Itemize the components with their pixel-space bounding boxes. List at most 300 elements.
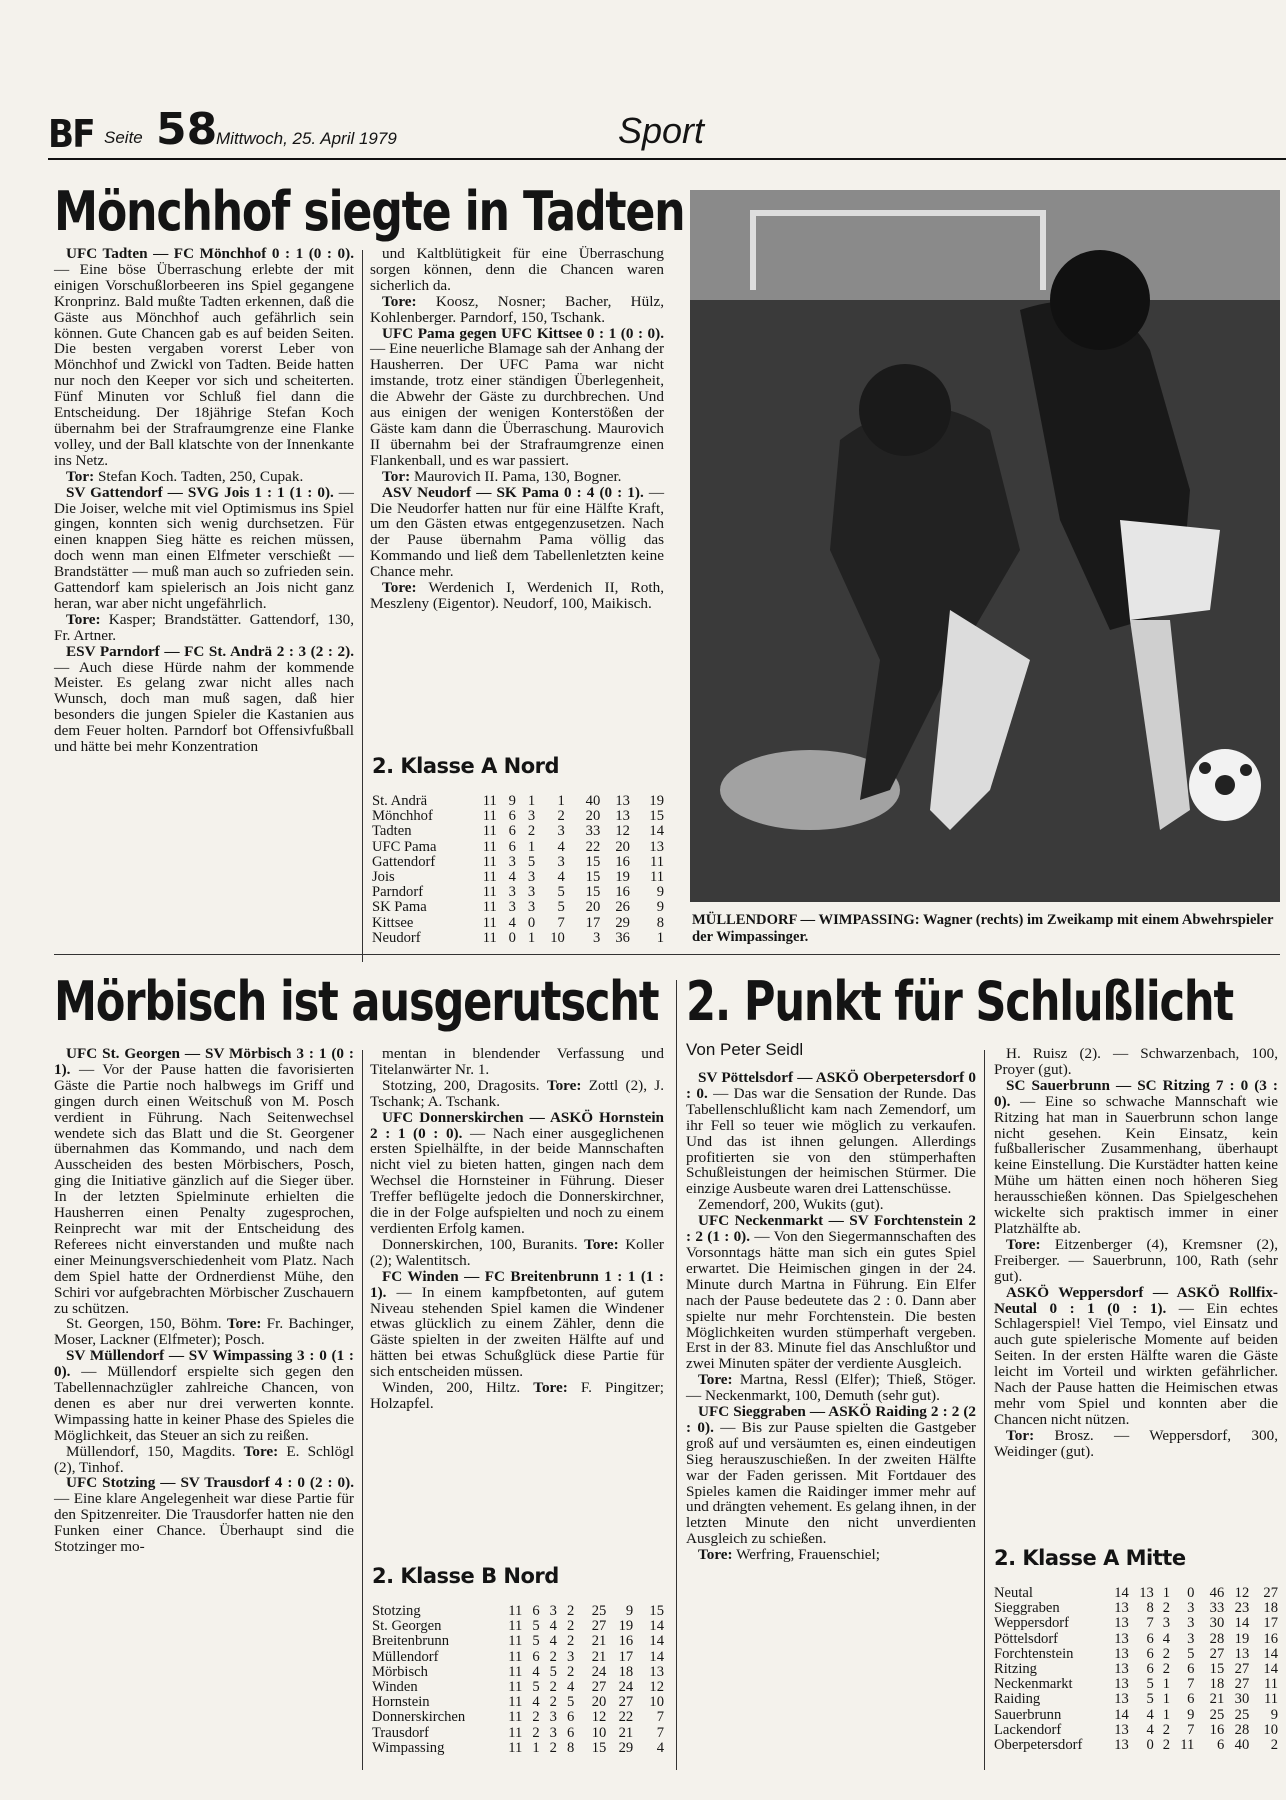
table-row [372,885,664,900]
standings-table-b-nord [372,1604,664,1756]
paragraph-lead: Tore: [66,610,101,628]
stat-cell: 2 [557,808,565,825]
paragraph [370,1110,664,1237]
stat-cell: 2 [1162,1600,1170,1617]
team-name: Pöttelsdorf [994,1630,1059,1647]
stat-cell: 6 [566,1724,575,1741]
stat-cell: 25 [591,1603,607,1619]
stat-cell: 3 [527,869,536,886]
stat-cell: 4 [508,869,516,886]
paragraph [994,1237,1278,1285]
stat-cell: 11 [482,899,497,916]
stat-cell: 4 [566,1679,575,1696]
team-name: Sieggraben [994,1600,1060,1617]
stat-cell: 2 [549,1694,557,1711]
stat-cell: 6 [532,1603,540,1619]
table-row [994,1692,1278,1707]
paragraph-text: E. Schlögl (2), Tinhof. [54,1442,354,1476]
paragraph-lead: Tor: [66,467,95,485]
stat-cell: 13 [1114,1691,1129,1708]
paragraph-lead: ESV Parndorf — FC St. Andrä 2 : 3 (2 : 2). [66,642,354,660]
stat-cell: 1 [1162,1585,1170,1601]
team-name: Forchtenstein [994,1645,1074,1662]
table-row [994,1632,1278,1647]
paragraph-lead: Tor: [382,467,411,485]
table-row [372,1680,664,1695]
stat-cell: 33 [1209,1600,1225,1617]
stat-cell: 19 [649,793,664,809]
paragraph-lead: UFC Neckenmarkt — SV Forchtenstein 2 : 2 (1 : 0). [686,1212,976,1246]
paragraph [370,485,664,580]
paragraph-text: — Eine so schwache Mannschaft wie Ritzing hat man in Sauerbrunn schon lange nicht gesehen. Kein Einsatz, kein fußballerischer Zusammenhang, überhaupt keine Einstellung. Die Kurstädter hatten keine Mühe um hätten einen noch höheren Sieg herausschießen können. Das Spielgeschehen wickelte sich praktisch immer in einer Platzhälfte ab. [994,1092,1278,1237]
paragraph-text: Fr. Bachinger, Moser, Lackner (Elfmeter); Posch. [54,1315,355,1349]
paragraph-lead: SV Müllendorf — SV Wimpassing 3 : 0 (1 : 0). [54,1347,354,1381]
paragraph [370,1046,664,1078]
paragraph-text: — Eine neuerliche Blamage sah der Anhang der Hausherren. Der UFC Pama war nicht imstande, trotz einer ständigen Überlegenheit, die Abwehr der Gäste zu durchbrechen. Und aus einigen der wenigen Konterstößen der Gäste kam dann die Überraschung. Maurovich II übernahm bei der Strafraumgrenze einen Flankenball, und es war passiert. [370,340,664,469]
stat-cell: 29 [618,1739,634,1756]
stat-cell: 4 [532,1694,540,1711]
stat-cell: 11 [508,1618,523,1635]
stat-cell: 27 [591,1679,607,1696]
paragraph-lead: Tore: [584,1235,619,1253]
table-row [994,1647,1278,1662]
paragraph-text: Martna, Ressl (Elfer); Thieß, Stöger. — Neckenmarkt, 100, Demuth (sehr gut). [686,1371,976,1405]
stat-cell: 11 [508,1679,523,1696]
stat-cell: 30 [1234,1691,1250,1708]
stat-cell: 0 [1146,1737,1154,1754]
stat-cell: 14 [649,823,664,840]
stat-cell: 9 [1270,1706,1278,1723]
stat-cell: 4 [1146,1706,1154,1723]
stat-cell: 9 [656,884,664,901]
table-row [994,1738,1278,1753]
table-row [372,1710,664,1725]
stat-cell: 5 [532,1679,540,1696]
team-name: Parndorf [372,884,424,901]
stat-cell: 4 [549,1633,557,1650]
team-name: Oberpetersdorf [994,1737,1083,1754]
team-name: Sauerbrunn [994,1706,1062,1723]
stat-cell: 2 [566,1618,575,1635]
stat-cell: 19 [618,1618,634,1635]
stat-cell: 5 [1146,1691,1154,1708]
stat-cell: 15 [585,884,601,901]
stat-cell: 3 [1187,1630,1195,1647]
paragraph [54,1348,354,1443]
paragraph-text: H. Ruisz (2). — Schwarzenbach, 100, Proyer (gut). [994,1045,1278,1078]
table-row [994,1708,1278,1723]
stat-cell: 15 [591,1739,607,1756]
paragraph-text: Werdenich I, Werdenich II, Roth, Meszleny (Eigentor). Neudorf, 100, Maikisch. [370,579,664,612]
stat-cell: 2 [549,1739,557,1756]
paragraph-text: Stefan Koch. Tadten, 250, Cupak. [94,467,304,485]
table-row [372,916,664,931]
stat-cell: 7 [656,1724,664,1741]
stat-cell: 9 [1187,1706,1195,1723]
stat-cell: 12 [1234,1585,1250,1601]
table-row [994,1677,1278,1692]
stat-cell: 40 [1234,1737,1250,1754]
stat-cell: 12 [649,1679,664,1696]
stat-cell: 16 [615,853,630,870]
table-row [372,794,664,809]
team-name: Mönchhof [372,808,433,825]
paragraph-text: — Ein echtes Schlagerspiel! Viel Tempo, viel Einsatz und auch gute spielerische Momente auf beiden Seiten. In der ersten Hälfte waren die Gäste leicht im Vorteil und wirkten gefährlicher. Nach der Pause hatten die Heimischen etwas mehr vom Spiel und konnten aber die Chancen nicht nützen. [994,1299,1278,1428]
paragraph [686,1213,976,1372]
paragraph-lead: Tore: [546,1076,582,1094]
article1-column2 [370,246,664,612]
stat-cell: 13 [1114,1645,1129,1662]
stat-cell: 2 [549,1648,557,1665]
team-name: Gattendorf [372,853,436,870]
paragraph [686,1404,976,1547]
stat-cell: 21 [591,1633,607,1650]
stat-cell: 14 [1263,1645,1278,1662]
stat-cell: 14 [649,1648,664,1665]
table-row [372,1634,664,1649]
paragraph-lead: Tor: [1006,1426,1035,1444]
table-row [372,1619,664,1634]
paragraph-text: Maurovich II. Pama, 130, Bogner. [410,467,622,485]
stat-cell: 4 [656,1739,664,1756]
stat-cell: 13 [1139,1585,1154,1601]
stat-cell: 1 [557,793,565,809]
stat-cell: 6 [508,823,516,840]
stat-cell: 4 [508,914,516,931]
stat-cell: 1 [532,1739,540,1756]
table-title-b-nord: 2. Klasse B Nord [372,1564,559,1588]
stat-cell: 3 [592,929,601,946]
paragraph [994,1428,1278,1460]
stat-cell: 11 [1263,1676,1278,1693]
stat-cell: 11 [649,869,664,886]
stat-cell: 5 [566,1694,575,1711]
paragraph-lead: SV Pöttelsdorf — ASKÖ Oberpetersdorf 0 : 0. [686,1069,976,1102]
stat-cell: 23 [1234,1600,1250,1617]
paragraph-lead: Tore: [382,292,417,310]
stat-cell: 13 [649,838,664,855]
stat-cell: 13 [1114,1737,1129,1754]
stat-cell: 3 [1187,1615,1195,1632]
paragraph-text: Koosz, Nosner; Bacher, Hülz, Kohlenberger. Parndorf, 150, Tschank. [370,292,664,326]
paragraph-lead: ASV Neudorf — SK Pama 0 : 4 (0 : 1). [382,483,644,501]
stat-cell: 15 [649,808,664,825]
stat-cell: 11 [508,1724,523,1741]
table-row [994,1662,1278,1677]
paragraph [686,1372,976,1404]
paragraph-text: Zemendorf, 200, Wukits (gut). [698,1196,884,1214]
stat-cell: 11 [482,929,497,946]
paragraph-text: — In einem kampfbetonten, auf gutem Niveau stehenden Spiel kamen die Windener etwas glücklich zu einem Zähler, denn die Gäste spielten in der zweiten Hälfte auf und hätten bei etwas Schußglück diese Partie für sich entscheiden müssen. [370,1283,664,1381]
paragraph-text: Donnerskirchen, 100, Buranits. [382,1235,585,1253]
paragraph-text: Werfring, Frauenschiel; [732,1546,880,1564]
stat-cell: 8 [566,1739,575,1756]
stat-cell: 13 [649,1663,664,1680]
stat-cell: 22 [618,1709,634,1726]
stat-cell: 7 [1187,1721,1195,1738]
stat-cell: 1 [527,929,536,946]
stat-cell: 14 [649,1618,664,1635]
stat-cell: 5 [557,899,565,916]
stat-cell: 27 [1234,1661,1250,1678]
stat-cell: 5 [1187,1645,1195,1662]
stat-cell: 2 [566,1633,575,1650]
stat-cell: 14 [1114,1706,1129,1723]
stat-cell: 11 [508,1648,523,1665]
stat-cell: 14 [1114,1585,1129,1601]
paragraph [370,469,664,485]
stat-cell: 1 [656,929,664,946]
table-row [372,1726,664,1741]
stat-cell: 11 [482,793,497,809]
paragraph-text: Winden, 200, Hiltz. [382,1379,534,1397]
stat-cell: 11 [508,1603,523,1619]
table-title-a-nord: 2. Klasse A Nord [372,754,560,778]
stat-cell: 12 [591,1709,607,1726]
stat-cell: 20 [615,838,630,855]
stat-cell: 17 [1263,1615,1278,1632]
stat-cell: 27 [1209,1645,1225,1662]
stat-cell: 27 [1234,1676,1250,1693]
stat-cell: 5 [557,884,565,901]
stat-cell: 12 [615,823,630,840]
stat-cell: 5 [527,853,536,870]
stat-cell: 8 [1146,1600,1154,1617]
stat-cell: 28 [1209,1630,1225,1647]
paragraph [54,1475,354,1555]
team-name: Wimpassing [372,1739,445,1756]
team-name: Hornstein [372,1694,430,1711]
paragraph-lead: Tore: [533,1379,568,1397]
team-name: Donnerskirchen [372,1709,466,1726]
stat-cell: 5 [532,1618,540,1635]
paragraph-lead: ASKÖ Weppersdorf — ASKÖ Rollfix-Neutal 0 : 1 (0 : 1). [994,1283,1278,1317]
team-name: Ritzing [994,1661,1037,1678]
team-name: St. Andrä [372,793,428,809]
stat-cell: 3 [549,1709,557,1726]
table-row [994,1616,1278,1631]
stat-cell: 14 [649,1633,664,1650]
stat-cell: 4 [557,838,565,855]
stat-cell: 2 [1162,1737,1170,1754]
stat-cell: 11 [508,1694,523,1711]
paragraph-lead: UFC St. Georgen — SV Mörbisch 3 : 1 (0 : 1). [54,1045,354,1078]
stat-cell: 2 [1162,1645,1170,1662]
stat-cell: 13 [1114,1600,1129,1617]
paragraph-text: — Bis zur Pause spielten die Gastgeber groß auf und versäumten es, einen eindeutigen Sieg herauszuschießen. In der zweiten Hälfte war der Faden gerissen. Mit Fortdauer des Spieles kamen die Raidinger immer mehr auf und drängten vehement. Es gelang ihnen, in der letzten Minute den nicht unverdienten Ausgleich zu schießen. [686,1418,976,1548]
paragraph [994,1078,1278,1237]
stat-cell: 7 [557,914,565,931]
paragraph-text: Stotzing, 200, Dragosits. [382,1076,547,1094]
stat-cell: 3 [557,853,565,870]
paragraph-text: und Kaltblütigkeit für eine Überraschung sorgen können, denn die Chancen waren sicherlich da. [370,245,664,294]
table-row [372,870,664,885]
paragraph-text: Brosz. — Weppersdorf, 300, Weidinger (gut). [994,1426,1278,1460]
paragraph-lead: SV Gattendorf — SVG Jois 1 : 1 (1 : 0). [66,483,334,501]
stat-cell: 20 [585,899,601,916]
table-row [372,855,664,870]
stat-cell: 1 [527,793,536,809]
stat-cell: 3 [557,823,565,840]
stat-cell: 4 [532,1663,540,1680]
paragraph [370,294,664,326]
stat-cell: 16 [618,1633,634,1650]
stat-cell: 10 [1263,1721,1278,1738]
paragraph-lead: UFC Sieggraben — ASKÖ Raiding 2 : 2 (2 : 0). [686,1403,976,1436]
stat-cell: 6 [532,1648,540,1665]
table-row [372,1650,664,1665]
stat-cell: 11 [482,823,497,840]
stat-cell: 0 [1187,1585,1195,1601]
stat-cell: 3 [549,1724,557,1741]
stat-cell: 9 [508,793,516,809]
stat-cell: 11 [508,1709,523,1726]
team-name: Breitenbrunn [372,1633,450,1650]
stat-cell: 19 [615,869,630,886]
team-name: St. Georgen [372,1618,442,1635]
stat-cell: 16 [1209,1721,1225,1738]
paragraph-text: — Eine klare Angelegenheit war diese Partie für den Spitzenreiter. Die Trausdorfer hatten nie den Funken einer Chance. Überhaupt sind die Stotzinger mo- [54,1490,354,1556]
caption-lead: MÜLLENDORF — WIMPASSING: [692,912,920,928]
stat-cell: 11 [482,838,497,855]
team-name: Lackendorf [994,1721,1062,1738]
stat-cell: 9 [656,899,664,916]
stat-cell: 9 [625,1603,634,1619]
stat-cell: 17 [585,914,601,931]
paragraph-text: — Nach einer ausgeglichenen ersten Spielhälfte, in der beide Mannschaften nicht viel zu bieten hatten, gingen nach dem Wechsel die Hornsteiner in Führung. Dieser Treffer beflügelte jedoch die Donnerskirchner, die in der Folge aufspielten und noch zu einem verdienten Erfolg kamen. [370,1124,665,1237]
paragraph-text: mentan in blendender Verfassung und Titelanwärter Nr. 1. [370,1045,664,1078]
stat-cell: 11 [482,884,497,901]
stat-cell: 2 [1162,1661,1170,1678]
team-name: Weppersdorf [994,1615,1070,1632]
stat-cell: 21 [618,1724,634,1741]
paragraph-lead: UFC Donnerskirchen — ASKÖ Hornstein 2 : 1 (0 : 0). [370,1108,664,1142]
team-name: Winden [372,1679,418,1696]
team-name: Müllendorf [372,1648,439,1665]
paragraph-text: — Vor der Pause hatten die favorisierten Gäste die Partie noch halbwegs im Griff und gingen durch einen Weitschuß von M. Posch verdient in Führung. Nach Seitenwechsel wendete sich das Blatt und die St. Georgener übernahmen das Kommando, und nach dem Ausscheiden des besten Mörbischers, Posch, ging die Initiative gänzlich auf die Sieger über. In der letzten Spielminute erhielten die Hausherren einen Penalty zugesprochen, Reinprecht war mit der Entscheidung des Referees nicht einverstanden und mußte nach einer Meinungsverschiedenheit vom Platz. Nach dem Spiel hatte der Ordnerdienst Mühe, den Schiri vor aufgebrachten Mörbischer Zuschauern zu schützen. [54,1060,354,1317]
stat-cell: 11 [508,1663,523,1680]
stat-cell: 3 [527,899,536,916]
stat-cell: 1 [1162,1676,1170,1693]
headline-schlusslicht: 2. Punkt für Schlußlicht [686,970,1233,1033]
section-title: Sport [618,110,705,151]
article2-column1 [54,1046,354,1555]
paragraph-lead: UFC Tadten — FC Mönchhof 0 : 1 (0 : 0). [66,245,354,262]
stat-cell: 3 [1187,1600,1195,1617]
paragraph-text: — Müllendorf erspielte sich gegen den Tabellennachzügler zahlreiche Chancen, von denen es aber nur drei verwerten konnte. Wimpassing hatte in keiner Phase des Spieles die Möglichkeit, das Steuer an sich zu reißen. [54,1363,354,1444]
paragraph-text: — Das war die Sensation der Runde. Das Tabellenschlußlicht kam nach Zemendorf, um ihr Fell so teuer wie möglich zu verkaufen. Und das ist ihnen gelungen. Allerdings profitierten sie von den stümperhaften Schußleistungen der heimischen Stürmer. Die einzige Ausbeute waren drei Lattenschüsse. [686,1084,976,1198]
paragraph-lead: Tore: [698,1371,733,1389]
stat-cell: 3 [508,884,516,901]
paragraph [54,485,354,612]
stat-cell: 2 [1270,1737,1278,1754]
team-name: Neutal [994,1585,1033,1601]
stat-cell: 10 [550,929,565,946]
stat-cell: 11 [482,808,497,825]
stat-cell: 13 [1114,1630,1129,1647]
section-rule [54,954,1280,955]
article1-column1 [54,246,354,755]
table-row [372,1741,664,1756]
paragraph-text: Kasper; Brandstätter. Gattendorf, 130, Fr. Artner. [54,610,354,644]
stat-cell: 6 [1146,1645,1154,1662]
stat-cell: 11 [482,869,497,886]
stat-cell: 19 [1234,1630,1250,1647]
table-row [372,900,664,915]
stat-cell: 6 [1146,1661,1154,1678]
paragraph-lead: Tore: [243,1442,279,1460]
stat-cell: 20 [591,1694,607,1711]
paragraph-text: Koller (2); Walentitsch. [370,1235,664,1269]
photo-caption [692,912,1282,946]
stat-cell: 20 [585,808,601,825]
standings-table-a-mitte [994,1586,1278,1753]
article3-column2 [994,1046,1278,1460]
team-name: UFC Pama [372,838,437,855]
paragraph-lead: Tore: [1006,1235,1041,1253]
paragraph-text: — Die Neudorfer hatten nur für eine Hälfte Kraft, um den Gästen etwas entgegenzusetzen. Nach der Pause übernahm Pama völlig das Kommando und ließ dem Tabellenletzten keine Chance mehr. [370,483,665,581]
stat-cell: 2 [527,823,536,840]
paragraph-text: — Auch diese Hürde nahm der kommende Meister. Es gelang zwar nicht alles nach Wunsch, doch man muß sagen, daß hier besonders die jungen Spieler die Kastanien aus dem Feuer holten. Parndorf bot Offensivfußball und hätte bei mehr Konzentration [54,658,354,756]
team-name: Mörbisch [372,1663,428,1680]
stat-cell: 25 [1234,1706,1250,1723]
standings-table-a-nord [372,794,664,946]
paragraph [370,246,664,294]
paragraph-lead: UFC Pama gegen UFC Kittsee 0 : 1 (0 : 0). [382,324,664,342]
stat-cell: 11 [508,1739,523,1756]
table-row [994,1601,1278,1616]
paragraph [370,1269,664,1380]
stat-cell: 13 [1114,1615,1129,1632]
table-row [372,1665,664,1680]
stat-cell: 15 [1209,1661,1225,1678]
stat-cell: 1 [1162,1706,1170,1723]
headline-moerbisch: Mörbisch ist ausgerutscht [54,970,659,1033]
paragraph-lead: FC Winden — FC Breitenbrunn 1 : 1 (1 : 1). [370,1267,664,1301]
stat-cell: 3 [566,1648,575,1665]
stat-cell: 2 [532,1709,540,1726]
stat-cell: 0 [527,914,536,931]
paragraph-lead: UFC Stotzing — SV Trausdorf 4 : 0 (2 : 0). [66,1474,354,1492]
team-name: Raiding [994,1691,1041,1708]
paragraph [370,1380,664,1412]
team-name: Tadten [372,823,412,840]
stat-cell: 27 [618,1694,634,1711]
paragraph-lead: SC Sauerbrunn — SC Ritzing 7 : 0 (3 : 0). [994,1076,1278,1110]
column-rule [676,980,677,1770]
stat-cell: 24 [591,1663,607,1680]
table-row [994,1723,1278,1738]
stat-cell: 36 [615,929,630,946]
stat-cell: 16 [615,884,630,901]
stat-cell: 30 [1209,1615,1225,1632]
paragraph-text: St. Georgen, 150, Böhm. [66,1315,227,1333]
paragraph [54,1046,354,1316]
stat-cell: 33 [585,823,601,840]
stat-cell: 1 [527,838,536,855]
paragraph [370,326,664,469]
column-rule [362,250,363,962]
paragraph [54,644,354,755]
stat-cell: 13 [1114,1721,1129,1738]
stat-cell: 2 [1162,1721,1170,1738]
stat-cell: 27 [1263,1585,1278,1601]
issue-date: Mittwoch, 25. April 1979 [216,129,397,148]
stat-cell: 25 [1209,1706,1225,1723]
team-name: Kittsee [372,914,414,931]
stat-cell: 4 [549,1618,557,1635]
paragraph [686,1547,976,1563]
